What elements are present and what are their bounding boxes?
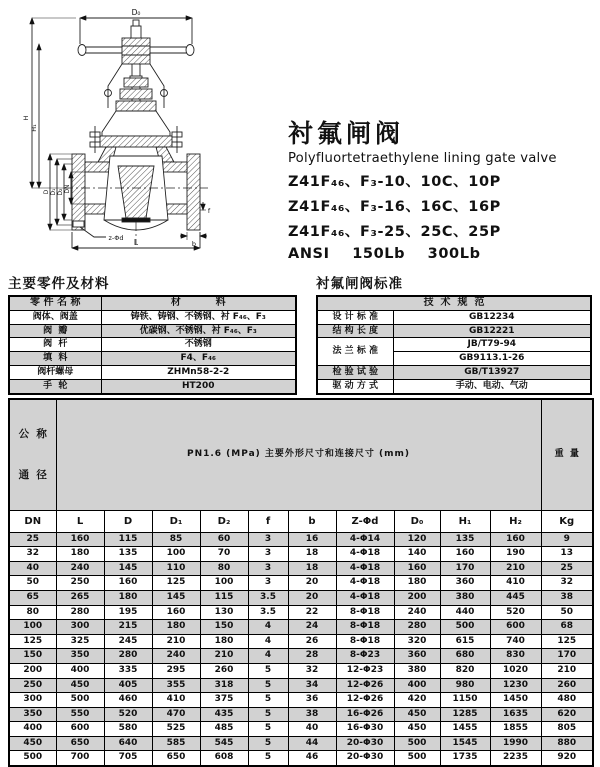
- dimension-cell: 100: [200, 576, 248, 591]
- dimension-row: [9, 576, 593, 591]
- standards-section-title: 衬氟闸阀标准: [316, 276, 403, 292]
- dimension-cell: 240: [152, 649, 200, 664]
- dimension-cell: 550: [56, 707, 104, 722]
- dimension-cell: 135: [440, 532, 490, 547]
- material-cell: ZHMn58-2-2: [101, 365, 296, 379]
- dimension-row: [9, 722, 593, 737]
- dimension-row: [9, 751, 593, 766]
- dimension-cell: 608: [200, 751, 248, 766]
- material-cell: 铸铁、铸钢、不锈钢、衬 F₄₆、F₃: [101, 310, 296, 324]
- dimension-cell: 318: [200, 678, 248, 693]
- dimension-cell: 180: [394, 576, 440, 591]
- dimension-cell: 145: [152, 590, 200, 605]
- dimension-cell: 250: [56, 576, 104, 591]
- dimension-cell: 500: [394, 736, 440, 751]
- dimension-cell: 5: [248, 707, 288, 722]
- dimension-cell: 350: [9, 707, 56, 722]
- dimension-cell: 130: [200, 605, 248, 620]
- dimension-header-row-1: [9, 399, 593, 510]
- dimension-cell: 50: [541, 605, 593, 620]
- materials-table: [8, 295, 297, 395]
- dimension-cell: 375: [200, 693, 248, 708]
- dimension-cell: 450: [56, 678, 104, 693]
- dimension-cell: 460: [104, 693, 152, 708]
- dimension-cell: 160: [394, 561, 440, 576]
- standard-name-cell: 设 计 标 准: [317, 310, 393, 324]
- dimension-cell: 8-Φ18: [336, 634, 394, 649]
- dimension-cell: 8-Φ18: [336, 620, 394, 635]
- dimension-cell: 4-Φ18: [336, 547, 394, 562]
- dimension-cell: 400: [56, 663, 104, 678]
- valve-drawing: [10, 6, 278, 264]
- dimension-table: [8, 398, 594, 767]
- dimension-cell: 980: [440, 678, 490, 693]
- dimension-cell: 8-Φ23: [336, 649, 394, 664]
- dimension-cell: 820: [440, 663, 490, 678]
- dimension-cell: 160: [104, 576, 152, 591]
- dimension-cell: 4-Φ18: [336, 576, 394, 591]
- dimension-table-body: [9, 399, 593, 766]
- dimension-section: [8, 398, 592, 767]
- dimension-cell: 400: [9, 722, 56, 737]
- col-header-d: D: [104, 510, 152, 532]
- dimension-cell: 5: [248, 736, 288, 751]
- gate-valve-section-drawing: [10, 6, 278, 264]
- dimension-cell: 4: [248, 649, 288, 664]
- dimension-cell: 32: [541, 576, 593, 591]
- dimension-cell: 580: [104, 722, 152, 737]
- dimension-cell: 100: [9, 620, 56, 635]
- dimension-cell: 170: [440, 561, 490, 576]
- dimension-cell: 1285: [440, 707, 490, 722]
- dimension-header-row-2: [9, 510, 593, 532]
- dimension-row: [9, 590, 593, 605]
- dim-label-dn: DN: [65, 184, 71, 194]
- materials-header-material: 材 料: [101, 296, 296, 310]
- dimension-cell: 295: [152, 663, 200, 678]
- dimension-cell: 9: [541, 532, 593, 547]
- dimension-cell: 80: [9, 605, 56, 620]
- dimension-cell: 180: [152, 620, 200, 635]
- dimension-cell: 3: [248, 576, 288, 591]
- dimension-cell: 200: [9, 663, 56, 678]
- dimension-cell: 380: [440, 590, 490, 605]
- dimension-cell: 1020: [490, 663, 541, 678]
- dimension-cell: 20-Φ30: [336, 736, 394, 751]
- standards-row: [317, 324, 591, 338]
- dimension-cell: 300: [56, 620, 104, 635]
- part-name-cell: 阀 瓣: [9, 324, 101, 338]
- standard-name-cell: 检 验 试 验: [317, 365, 393, 379]
- dimension-cell: 36: [288, 693, 336, 708]
- dimension-cell: 68: [541, 620, 593, 635]
- dimension-cell: 65: [9, 590, 56, 605]
- materials-table-body: [9, 296, 296, 394]
- dimension-cell: 16-Φ30: [336, 722, 394, 737]
- dimension-cell: 355: [152, 678, 200, 693]
- dimension-cell: 650: [56, 736, 104, 751]
- dimension-cell: 265: [56, 590, 104, 605]
- dimension-cell: 180: [200, 634, 248, 649]
- dimension-cell: 5: [248, 663, 288, 678]
- dimension-cell: 600: [490, 620, 541, 635]
- dimension-cell: 520: [104, 707, 152, 722]
- dimension-cell: 260: [200, 663, 248, 678]
- dimension-cell: 46: [288, 751, 336, 766]
- standard-name-cell: 法 兰 标 准: [317, 338, 393, 366]
- dimension-cell: 60: [200, 532, 248, 547]
- dimension-cell: 400: [394, 678, 440, 693]
- dimension-cell: 4-Φ18: [336, 561, 394, 576]
- standard-name-cell: 驱 动 方 式: [317, 379, 393, 393]
- dimension-row: [9, 532, 593, 547]
- col-header-f: f: [248, 510, 288, 532]
- dimension-cell: 250: [9, 678, 56, 693]
- dim-label-d2: D₂: [58, 188, 64, 196]
- dimension-row: [9, 634, 593, 649]
- model-line: Z41F₄₆、F₃-25、25C、25P: [288, 223, 501, 240]
- dimension-cell: 44: [288, 736, 336, 751]
- dimension-cell: 450: [394, 722, 440, 737]
- dimension-cell: 18: [288, 547, 336, 562]
- dimension-cell: 160: [490, 532, 541, 547]
- col-header-d2: D₂: [200, 510, 248, 532]
- dimension-cell: 22: [288, 605, 336, 620]
- dimension-cell: 110: [152, 561, 200, 576]
- standards-table: [316, 295, 592, 395]
- dim-label-h: H: [22, 115, 30, 121]
- material-cell: 不锈钢: [101, 338, 296, 352]
- dimension-cell: 180: [104, 590, 152, 605]
- standards-table-body: [317, 296, 591, 394]
- dimension-cell: 200: [394, 590, 440, 605]
- dimension-cell: 280: [56, 605, 104, 620]
- materials-row: [9, 379, 296, 393]
- dimension-cell: 240: [394, 605, 440, 620]
- dimension-cell: 3: [248, 561, 288, 576]
- dimension-cell: 85: [152, 532, 200, 547]
- dim-label-d0: D₀: [131, 8, 141, 17]
- dimension-cell: 450: [394, 707, 440, 722]
- part-name-cell: 阀 杆: [9, 338, 101, 352]
- dimension-cell: 16: [288, 532, 336, 547]
- materials-section-title: 主要零件及材料: [8, 276, 110, 292]
- col-header-h2: H₂: [490, 510, 541, 532]
- dimension-cell: 145: [104, 561, 152, 576]
- dimension-cell: 12-Φ26: [336, 693, 394, 708]
- dimension-row: [9, 663, 593, 678]
- dimension-cell: 880: [541, 736, 593, 751]
- col-header-b: b: [288, 510, 336, 532]
- dimension-cell: 115: [200, 590, 248, 605]
- standards-row: [317, 365, 591, 379]
- standards-section: [316, 272, 590, 395]
- dimension-cell: 3: [248, 547, 288, 562]
- dimension-cell: 150: [200, 620, 248, 635]
- dimension-cell: 13: [541, 547, 593, 562]
- dimension-cell: 150: [9, 649, 56, 664]
- dimension-cell: 485: [200, 722, 248, 737]
- dimension-cell: 585: [152, 736, 200, 751]
- nominal-header-line1: 公 称: [18, 428, 47, 441]
- dimension-cell: 680: [440, 649, 490, 664]
- dimension-row: [9, 707, 593, 722]
- dimension-cell: 245: [104, 634, 152, 649]
- col-header-h1: H₁: [440, 510, 490, 532]
- dimension-cell: 160: [56, 532, 104, 547]
- standard-value-cell: 手动、电动、气动: [393, 379, 591, 393]
- col-header-d0: D₀: [394, 510, 440, 532]
- dimension-cell: 3.5: [248, 605, 288, 620]
- dimension-cell: 545: [200, 736, 248, 751]
- product-title-cn: 衬氟闸阀: [288, 119, 405, 148]
- dim-label-zphid: z-Φd: [108, 234, 124, 242]
- materials-row: [9, 310, 296, 324]
- dimension-cell: 705: [104, 751, 152, 766]
- dimension-cell: 25: [9, 532, 56, 547]
- dimension-cell: 32: [9, 547, 56, 562]
- dimension-cell: 18: [288, 561, 336, 576]
- dimension-cell: 360: [440, 576, 490, 591]
- dimension-cell: 920: [541, 751, 593, 766]
- standard-value-cell: GB12221: [393, 324, 591, 338]
- dimension-cell: 520: [490, 605, 541, 620]
- dimension-cell: 1450: [490, 693, 541, 708]
- dimension-cell: 28: [288, 649, 336, 664]
- dimension-cell: 125: [541, 634, 593, 649]
- dimension-cell: 125: [152, 576, 200, 591]
- dimension-cell: 500: [9, 751, 56, 766]
- dimension-cell: 125: [9, 634, 56, 649]
- materials-row: [9, 352, 296, 366]
- col-header-l: L: [56, 510, 104, 532]
- standards-header-row: [317, 296, 591, 310]
- dimension-cell: 5: [248, 678, 288, 693]
- dimension-cell: 70: [200, 547, 248, 562]
- standards-header-cell: 技 术 规 范: [317, 296, 591, 310]
- dimension-row: [9, 561, 593, 576]
- material-cell: F4、F₄₆: [101, 352, 296, 366]
- dimension-cell: 325: [56, 634, 104, 649]
- standard-value-cell: GB9113.1-26: [393, 352, 591, 366]
- col-header-kg: Kg: [541, 510, 593, 532]
- dimension-cell: 20-Φ30: [336, 751, 394, 766]
- dimension-cell: 830: [490, 649, 541, 664]
- dimension-cell: 32: [288, 663, 336, 678]
- dimension-cell: 410: [152, 693, 200, 708]
- dimension-cell: 1735: [440, 751, 490, 766]
- standard-name-cell: 结 构 长 度: [317, 324, 393, 338]
- dimension-cell: 740: [490, 634, 541, 649]
- standards-row: [317, 338, 591, 352]
- product-title-en: Polyfluortetraethylene lining gate valve: [288, 150, 557, 166]
- dimension-cell: 210: [152, 634, 200, 649]
- dimension-cell: 435: [200, 707, 248, 722]
- dimension-cell: 26: [288, 634, 336, 649]
- dimension-cell: 280: [394, 620, 440, 635]
- dimension-row: [9, 649, 593, 664]
- dimension-cell: 38: [541, 590, 593, 605]
- col-header-zphid: Z-Φd: [336, 510, 394, 532]
- dimension-cell: 470: [152, 707, 200, 722]
- dimension-cell: 1230: [490, 678, 541, 693]
- dimension-cell: 300: [9, 693, 56, 708]
- dimension-cell: 500: [394, 751, 440, 766]
- materials-header-row: [9, 296, 296, 310]
- col-header-d1: D₁: [152, 510, 200, 532]
- dimension-cell: 380: [394, 663, 440, 678]
- dimension-cell: 500: [440, 620, 490, 635]
- nominal-diameter-header: [9, 399, 56, 510]
- dimension-cell: 210: [490, 561, 541, 576]
- materials-section: [8, 272, 295, 395]
- dimension-cell: 170: [541, 649, 593, 664]
- dimension-cell: 360: [394, 649, 440, 664]
- dimension-cell: 2235: [490, 751, 541, 766]
- part-name-cell: 阀杆螺母: [9, 365, 101, 379]
- dimension-cell: 615: [440, 634, 490, 649]
- dimension-cell: 1150: [440, 693, 490, 708]
- dimension-cell: 20: [288, 590, 336, 605]
- part-name-cell: 阀体、阀盖: [9, 310, 101, 324]
- dimension-cell: 5: [248, 751, 288, 766]
- dimension-cell: 410: [490, 576, 541, 591]
- dimension-cell: 115: [104, 532, 152, 547]
- standards-row: [317, 310, 591, 324]
- standard-value-cell: GB/T13927: [393, 365, 591, 379]
- dimension-cell: 350: [56, 649, 104, 664]
- dim-label-l: L: [133, 238, 139, 247]
- dimension-row: [9, 605, 593, 620]
- dimension-cell: 160: [440, 547, 490, 562]
- dimension-cell: 210: [541, 663, 593, 678]
- dimension-cell: 120: [394, 532, 440, 547]
- dimension-cell: 12-Φ23: [336, 663, 394, 678]
- dimension-cell: 805: [541, 722, 593, 737]
- material-cell: 优碳钢、不锈钢、衬 F₄₆、F₃: [101, 324, 296, 338]
- dimension-cell: 1855: [490, 722, 541, 737]
- dimension-cell: 4-Φ14: [336, 532, 394, 547]
- dimension-cell: 190: [490, 547, 541, 562]
- standards-row: [317, 379, 591, 393]
- dimension-cell: 16-Φ26: [336, 707, 394, 722]
- dimension-cell: 195: [104, 605, 152, 620]
- dim-label-b: b: [191, 240, 197, 248]
- nominal-header-line2: 通 径: [18, 469, 47, 482]
- dimension-cell: 12-Φ26: [336, 678, 394, 693]
- dimension-cell: 5: [248, 693, 288, 708]
- materials-header-part: 零 件 名 称: [9, 296, 101, 310]
- dimension-cell: 620: [541, 707, 593, 722]
- dimension-cell: 135: [104, 547, 152, 562]
- dimension-row: [9, 547, 593, 562]
- dimension-cell: 260: [541, 678, 593, 693]
- dimension-cell: 215: [104, 620, 152, 635]
- dim-label-d1: D₁: [51, 188, 57, 196]
- dimension-cell: 4: [248, 620, 288, 635]
- dimension-cell: 480: [541, 693, 593, 708]
- dimension-cell: 24: [288, 620, 336, 635]
- dimension-cell: 440: [440, 605, 490, 620]
- dimension-cell: 38: [288, 707, 336, 722]
- materials-row: [9, 324, 296, 338]
- dimension-cell: 1990: [490, 736, 541, 751]
- dimension-cell: 100: [152, 547, 200, 562]
- dimension-cell: 525: [152, 722, 200, 737]
- dimension-span-header: PN1.6 (MPa) 主要外形尺寸和连接尺寸 (mm): [56, 399, 541, 510]
- dimension-cell: 1635: [490, 707, 541, 722]
- col-header-dn: DN: [9, 510, 56, 532]
- dimension-cell: 240: [56, 561, 104, 576]
- dimension-cell: 320: [394, 634, 440, 649]
- model-line: Z41F₄₆、F₃-10、10C、10P: [288, 173, 501, 190]
- dimension-cell: 4-Φ18: [336, 590, 394, 605]
- dimension-cell: 640: [104, 736, 152, 751]
- standard-value-cell: GB12234: [393, 310, 591, 324]
- model-line: Z41F₄₆、F₃-16、16C、16P: [288, 198, 501, 215]
- dimension-cell: 80: [200, 561, 248, 576]
- dim-label-h1: H₁: [30, 124, 38, 132]
- dimension-cell: 500: [56, 693, 104, 708]
- dimension-cell: 3: [248, 532, 288, 547]
- dimension-cell: 1455: [440, 722, 490, 737]
- dimension-row: [9, 736, 593, 751]
- dimension-cell: 405: [104, 678, 152, 693]
- dimension-cell: 445: [490, 590, 541, 605]
- dimension-cell: 450: [9, 736, 56, 751]
- dim-label-f: f: [207, 207, 211, 215]
- dimension-cell: 20: [288, 576, 336, 591]
- dim-label-d: D: [44, 189, 50, 195]
- dimension-cell: 5: [248, 722, 288, 737]
- dimension-cell: 420: [394, 693, 440, 708]
- dimension-cell: 50: [9, 576, 56, 591]
- dimension-cell: 335: [104, 663, 152, 678]
- materials-row: [9, 365, 296, 379]
- dimension-row: [9, 620, 593, 635]
- dimension-cell: 160: [152, 605, 200, 620]
- part-name-cell: 手 轮: [9, 379, 101, 393]
- dimension-cell: 140: [394, 547, 440, 562]
- materials-row: [9, 338, 296, 352]
- dimension-cell: 40: [288, 722, 336, 737]
- material-cell: HT200: [101, 379, 296, 393]
- dimension-cell: 650: [152, 751, 200, 766]
- dimension-cell: 600: [56, 722, 104, 737]
- dimension-cell: 1545: [440, 736, 490, 751]
- title-block: [288, 120, 594, 262]
- dimension-cell: 210: [200, 649, 248, 664]
- part-name-cell: 填 料: [9, 352, 101, 366]
- standard-value-cell: JB/T79-94: [393, 338, 591, 352]
- dimension-cell: 280: [104, 649, 152, 664]
- dimension-cell: 25: [541, 561, 593, 576]
- dimension-cell: 700: [56, 751, 104, 766]
- dimension-cell: 40: [9, 561, 56, 576]
- dimension-cell: 8-Φ18: [336, 605, 394, 620]
- dimension-cell: 34: [288, 678, 336, 693]
- dimension-cell: 180: [56, 547, 104, 562]
- dimension-cell: 3.5: [248, 590, 288, 605]
- dimension-cell: 4: [248, 634, 288, 649]
- ansi-rating-line: ANSI 150Lb 300Lb: [288, 245, 481, 262]
- weight-header: 重 量: [541, 399, 593, 510]
- dimension-row: [9, 678, 593, 693]
